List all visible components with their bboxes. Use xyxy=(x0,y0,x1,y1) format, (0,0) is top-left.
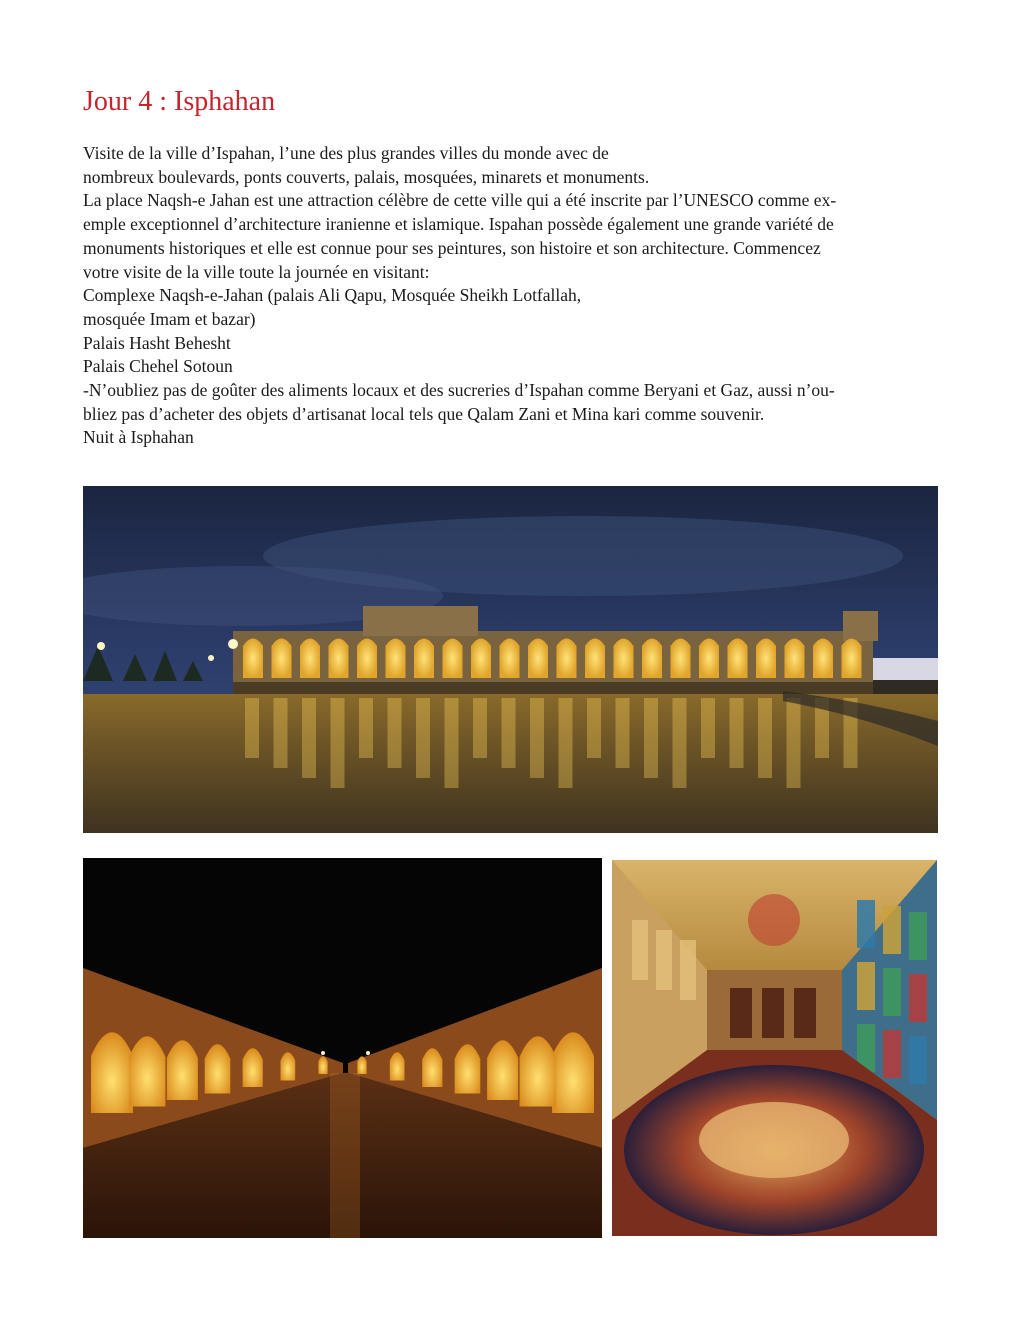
text-line: Nuit à Isphahan xyxy=(83,427,194,448)
text-line: emple exceptionnel d’architecture iranienne et islamique. Ispahan possède également une grande variété de xyxy=(83,214,834,235)
page-title: Jour 4 : Isphahan xyxy=(83,86,276,117)
text-line: Palais Chehel Sotoun xyxy=(83,356,233,377)
text-line: votre visite de la ville toute la journée en visitant: xyxy=(83,261,430,282)
text-line: -N’oubliez pas de goûter des aliments locaux et des sucreries d’Ispahan comme Beryani et Gaz, aussi n’ou- xyxy=(83,380,835,401)
text-line: La place Naqsh-e Jahan est une attraction célèbre de cette ville qui a été inscrite par l’UNESCO comme ex- xyxy=(83,190,837,211)
itinerary-text xyxy=(83,142,943,450)
text-line: Palais Hasht Behesht xyxy=(83,332,231,353)
palace-hall-photo xyxy=(612,860,937,1236)
text-line: Visite de la ville d’Ispahan, l’une des plus grandes villes du monde avec de xyxy=(83,143,609,163)
text-line: Complexe Naqsh-e-Jahan (palais Ali Qapu, Mosquée Sheikh Lotfallah, xyxy=(83,285,582,306)
text-line: bliez pas d’acheter des objets d’artisanat local tels que Qalam Zani et Mina kari comme souvenir. xyxy=(83,403,765,424)
text-line: mosquée Imam et bazar) xyxy=(83,308,256,329)
text-line: monuments historiques et elle est connue pour ses peintures, son histoire et son architecture. Commencez xyxy=(83,237,821,258)
bridge-night-photo xyxy=(83,486,938,833)
text-line: nombreux boulevards, ponts couverts, palais, mosquées, minarets et monuments. xyxy=(83,166,650,187)
bridge-corridor-photo xyxy=(83,858,602,1238)
